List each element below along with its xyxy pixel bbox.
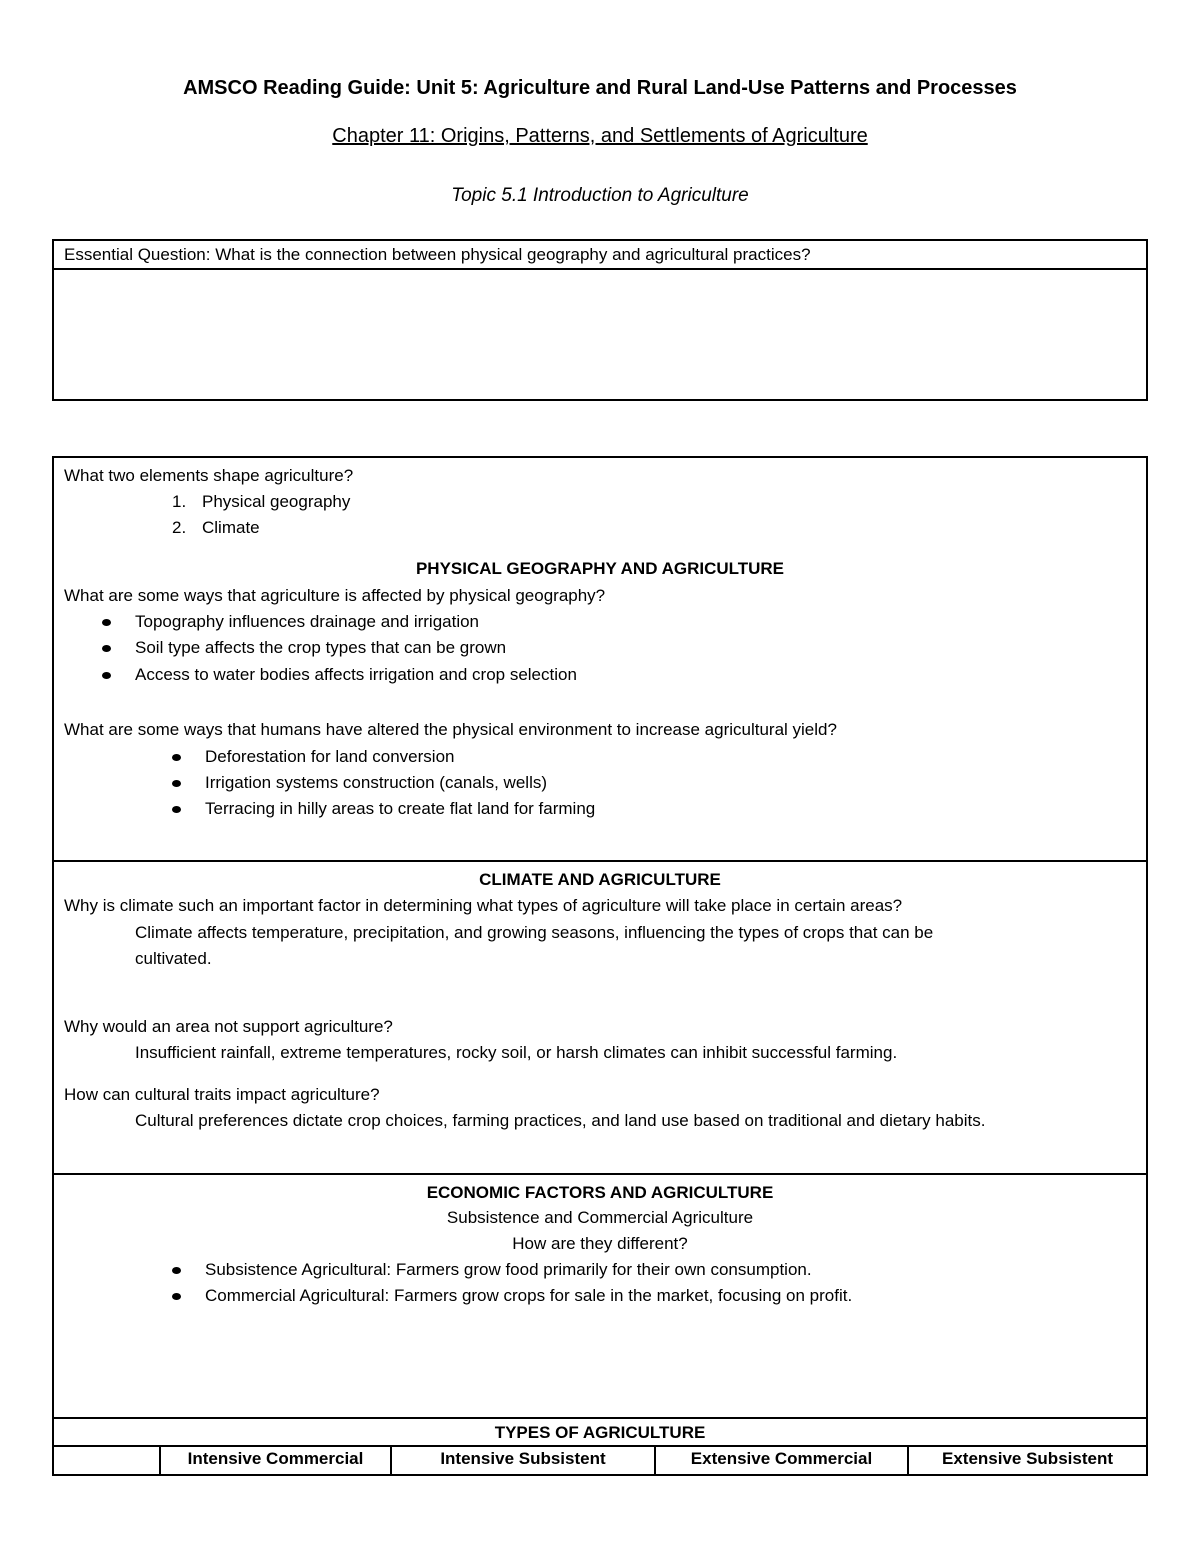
climate-answer-line-1: Climate affects temperature, precipitation, and growing seasons, influencing the types of crops that can be: [135, 923, 934, 942]
climate-heading: CLIMATE AND AGRICULTURE: [479, 870, 721, 889]
types-blank-cell: [54, 1447, 159, 1474]
list-item: Soil type affects the crop types that can be grown: [135, 638, 507, 657]
list-item: Deforestation for land conversion: [205, 747, 455, 766]
bullet-icon: [102, 619, 111, 626]
list-item: [172, 489, 350, 515]
cultural-traits-question: How can cultural traits impact agriculture?: [64, 1085, 380, 1104]
bullet-icon: [172, 1267, 181, 1274]
climate-question: Why is climate such an important factor in determining what types of agriculture will take place in certain areas?: [64, 896, 903, 915]
list-item: Commercial Agricultural: Farmers grow crops for sale in the market, focusing on profit.: [205, 1286, 853, 1305]
document-title: AMSCO Reading Guide: Unit 5: Agriculture and Rural Land-Use Patterns and Processes: [183, 77, 1017, 99]
list-item: Subsistence Agricultural: Farmers grow food primarily for their own consumption.: [205, 1260, 812, 1279]
climate-answer-line-2: cultivated.: [135, 949, 212, 968]
list-item-text: Climate: [202, 518, 260, 537]
list-item-text: Physical geography: [202, 492, 351, 511]
human-alteration-question: What are some ways that humans have altered the physical environment to increase agricultural yield?: [64, 720, 837, 739]
bullet-icon: [102, 672, 111, 679]
essential-question-answer-area[interactable]: [54, 270, 1146, 399]
types-of-agriculture-section: [54, 1419, 1146, 1474]
no-agriculture-answer: Insufficient rainfall, extreme temperatures, rocky soil, or harsh climates can inhibit successful farming.: [135, 1043, 898, 1062]
climate-section: [54, 862, 1146, 1175]
essential-question-label: Essential Question: What is the connection between physical geography and agricultural practices?: [54, 241, 1146, 270]
physical-geography-heading: PHYSICAL GEOGRAPHY AND AGRICULTURE: [415, 559, 785, 578]
economic-factors-section: [54, 1175, 1146, 1419]
bullet-icon: [102, 645, 111, 652]
column-header-extensive-commercial: Extensive Commercial: [654, 1447, 907, 1474]
physical-geography-question: What are some ways that agriculture is affected by physical geography?: [64, 586, 606, 605]
list-number: 1.: [172, 492, 187, 511]
list-number: 2.: [172, 518, 187, 537]
types-header-row: [54, 1447, 1146, 1474]
cultural-traits-answer: Cultural preferences dictate crop choices, farming practices, and land use based on traditional and dietary habits.: [135, 1111, 986, 1130]
list-item: Topography influences drainage and irrigation: [135, 612, 480, 631]
no-agriculture-question: Why would an area not support agriculture?: [64, 1017, 393, 1036]
list-item: Access to water bodies affects irrigation and crop selection: [135, 665, 577, 684]
list-item: Terracing in hilly areas to create flat land for farming: [205, 799, 596, 818]
topic-title: Topic 5.1 Introduction to Agriculture: [451, 185, 749, 206]
list-item: Irrigation systems construction (canals, wells): [205, 773, 548, 792]
economic-question: How are they different?: [512, 1234, 688, 1253]
list-item: [172, 515, 260, 541]
guide-table: [52, 456, 1148, 1476]
column-header-intensive-commercial: Intensive Commercial: [159, 1447, 390, 1474]
column-header-intensive-subsistent: Intensive Subsistent: [390, 1447, 654, 1474]
types-heading: TYPES OF AGRICULTURE: [54, 1419, 1146, 1447]
economic-heading: ECONOMIC FACTORS AND AGRICULTURE: [426, 1183, 774, 1202]
bullet-icon: [172, 780, 181, 787]
column-header-extensive-subsistent: Extensive Subsistent: [907, 1447, 1146, 1474]
economic-subheading: Subsistence and Commercial Agriculture: [446, 1208, 754, 1227]
bullet-icon: [172, 754, 181, 761]
bullet-icon: [172, 1293, 181, 1300]
bullet-icon: [172, 806, 181, 813]
elements-question: What two elements shape agriculture?: [64, 466, 354, 485]
essential-question-box: [52, 239, 1148, 401]
physical-geography-section: [54, 458, 1146, 862]
chapter-title: Chapter 11: Origins, Patterns, and Settlements of Agriculture: [332, 125, 868, 147]
